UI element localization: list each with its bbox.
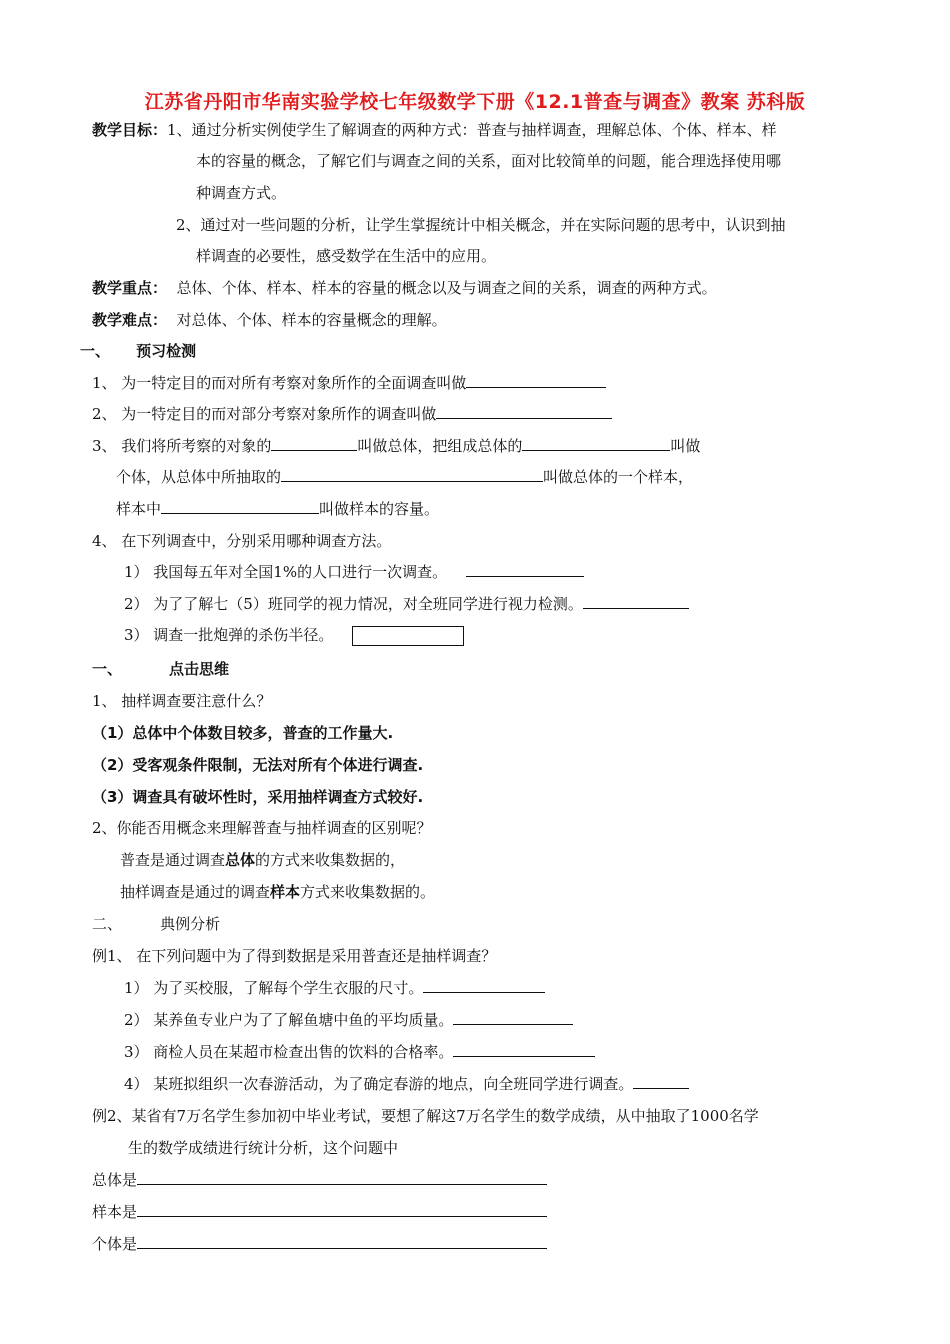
total-label: 总体是 — [92, 1171, 138, 1189]
example-1-item-4-text: 4） 某班拟组织一次春游活动，为了确定春游的地点，向全班同学进行调查。 — [124, 1075, 634, 1093]
example-2-line-1: 例2、某省有7万名学生参加初中毕业考试，要想了解这7万名学生的数学成绩，从中抽取了1000名学 — [92, 1107, 759, 1125]
answer-blank[interactable] — [453, 1042, 595, 1057]
section-2-num: 一、 — [92, 660, 123, 678]
census-text-a: 普查是通过调查 — [120, 851, 226, 869]
objective-2-text-1: 2、通过对一些问题的分析，让学生掌握统计中相关概念，并在实际问题的思考中，认识到抽 — [176, 216, 786, 234]
preview-q3-text-f: 样本中 — [116, 500, 162, 518]
preview-q3-text-e: 叫做总体的一个样本， — [543, 468, 694, 486]
answer-blank[interactable] — [583, 594, 689, 609]
example-1-item-1-text: 1） 为了买校服，了解每个学生衣服的尺寸。 — [124, 979, 424, 997]
preview-q4: 4、 在下列调查中，分别采用哪种调查方法。 — [92, 532, 392, 550]
example-1-item-1 — [124, 978, 545, 998]
section-3-title: 典例分析 — [160, 915, 221, 933]
answer-blank[interactable] — [271, 436, 357, 451]
preview-q3-text-c: 叫做 — [670, 437, 701, 455]
section-2-title: 点击思维 — [169, 660, 230, 678]
sampling-text-c: 方式来收集数据的。 — [300, 883, 436, 901]
section-3-num: 二、 — [92, 915, 123, 933]
example-1-item-3-text: 3） 商检人员在某超市检查出售的饮料的合格率。 — [124, 1043, 454, 1061]
example-2-line-2: 生的数学成绩进行统计分析，这个问题中 — [128, 1139, 399, 1157]
example-2-individual — [92, 1234, 547, 1254]
answer-box[interactable] — [352, 626, 464, 646]
answer-blank[interactable] — [423, 978, 545, 993]
answer-blank[interactable] — [453, 1010, 573, 1025]
preview-q3-text-a: 3、 我们将所考察的对象的 — [92, 437, 272, 455]
preview-q3-line-1 — [92, 436, 700, 456]
teaching-difficulty — [92, 310, 447, 330]
answer-blank[interactable] — [466, 373, 606, 388]
preview-q3-line-3 — [116, 499, 439, 519]
focus-label: 教学重点： — [92, 279, 168, 297]
section-3-heading — [92, 914, 220, 934]
thinking-answer-1: （1）总体中个体数目较多，普查的工作量大. — [92, 724, 394, 742]
census-definition — [120, 850, 405, 870]
answer-blank[interactable] — [137, 1170, 547, 1185]
preview-q3-text-g: 叫做样本的容量。 — [319, 500, 440, 518]
answer-blank[interactable] — [436, 404, 612, 419]
sample-label: 样本是 — [92, 1203, 138, 1221]
preview-q4-3 — [124, 625, 464, 646]
preview-q4-2 — [124, 594, 689, 614]
example-1-item-4 — [124, 1074, 689, 1094]
answer-blank[interactable] — [137, 1202, 547, 1217]
preview-q4-2-text: 2） 为了了解七（5）班同学的视力情况，对全班同学进行视力检测。 — [124, 595, 583, 613]
section-1-title: 预习检测 — [136, 342, 197, 360]
difficulty-text: 对总体、个体、样本的容量概念的理解。 — [176, 311, 447, 329]
answer-blank[interactable] — [281, 467, 543, 482]
answer-blank[interactable] — [161, 499, 319, 514]
objective-1-text-1: 1、通过分析实例使学生了解调查的两种方式：普查与抽样调查，理解总体、个体、样本、样 — [167, 121, 777, 139]
answer-blank[interactable] — [137, 1234, 547, 1249]
preview-q4-3-text: 3） 调查一批炮弹的杀伤半径。 — [124, 626, 334, 644]
objectives-label: 教学目标： — [92, 121, 168, 139]
answer-blank[interactable] — [522, 436, 670, 451]
example-1-item-3 — [124, 1042, 595, 1062]
thinking-q1: 1、 抽样调查要注意什么？ — [92, 692, 272, 710]
sampling-text-a: 抽样调查是通过的调查 — [120, 883, 271, 901]
document-title: 江苏省丹阳市华南实验学校七年级数学下册《12.1普查与调查》教案 苏科版 — [144, 91, 806, 113]
section-2-heading — [92, 659, 229, 679]
sampling-keyword: 样本 — [270, 883, 301, 901]
answer-blank[interactable] — [633, 1074, 689, 1089]
section-1-num: 一、 — [80, 342, 111, 360]
objectives-line-1 — [92, 120, 777, 140]
individual-label: 个体是 — [92, 1235, 138, 1253]
census-text-c: 的方式来收集数据的， — [255, 851, 406, 869]
preview-q4-1 — [124, 562, 584, 582]
example-1-item-2-text: 2） 某养鱼专业户为了了解鱼塘中鱼的平均质量。 — [124, 1011, 454, 1029]
answer-blank[interactable] — [466, 562, 584, 577]
preview-q1-text: 1、 为一特定目的而对所有考察对象所作的全面调查叫做 — [92, 374, 467, 392]
preview-q3-line-2 — [116, 467, 693, 487]
objective-1-text-2: 本的容量的概念，了解它们与调查之间的关系，面对比较简单的问题，能合理选择使用哪 — [196, 152, 782, 170]
preview-q1 — [92, 373, 606, 393]
example-2-total — [92, 1170, 547, 1190]
example-2-sample — [92, 1202, 547, 1222]
preview-q2-text: 2、 为一特定目的而对部分考察对象所作的调查叫做 — [92, 405, 437, 423]
thinking-answer-3: （3）调查具有破坏性时，采用抽样调查方式较好. — [92, 788, 424, 806]
objective-1-text-3: 种调查方式。 — [196, 184, 287, 202]
sampling-definition — [120, 882, 435, 902]
census-keyword: 总体 — [225, 851, 256, 869]
preview-q4-1-text: 1） 我国每五年对全国1%的人口进行一次调查。 — [124, 563, 448, 581]
preview-q2 — [92, 404, 612, 424]
preview-q3-text-b: 叫做总体，把组成总体的 — [357, 437, 523, 455]
thinking-answer-2: （2）受客观条件限制，无法对所有个体进行调查. — [92, 756, 424, 774]
objective-2-text-2: 样调查的必要性，感受数学在生活中的应用。 — [196, 247, 497, 265]
thinking-q2: 2、你能否用概念来理解普查与抽样调查的区别呢？ — [92, 819, 432, 837]
focus-text: 总体、个体、样本、样本的容量的概念以及与调查之间的关系，调查的两种方式。 — [176, 279, 717, 297]
example-1-item-2 — [124, 1010, 573, 1030]
teaching-focus — [92, 278, 717, 298]
example-1: 例1、 在下列问题中为了得到数据是采用普查还是抽样调查？ — [92, 947, 497, 965]
preview-q3-text-d: 个体，从总体中所抽取的 — [116, 468, 282, 486]
section-1-heading — [80, 341, 196, 361]
difficulty-label: 教学难点： — [92, 311, 168, 329]
